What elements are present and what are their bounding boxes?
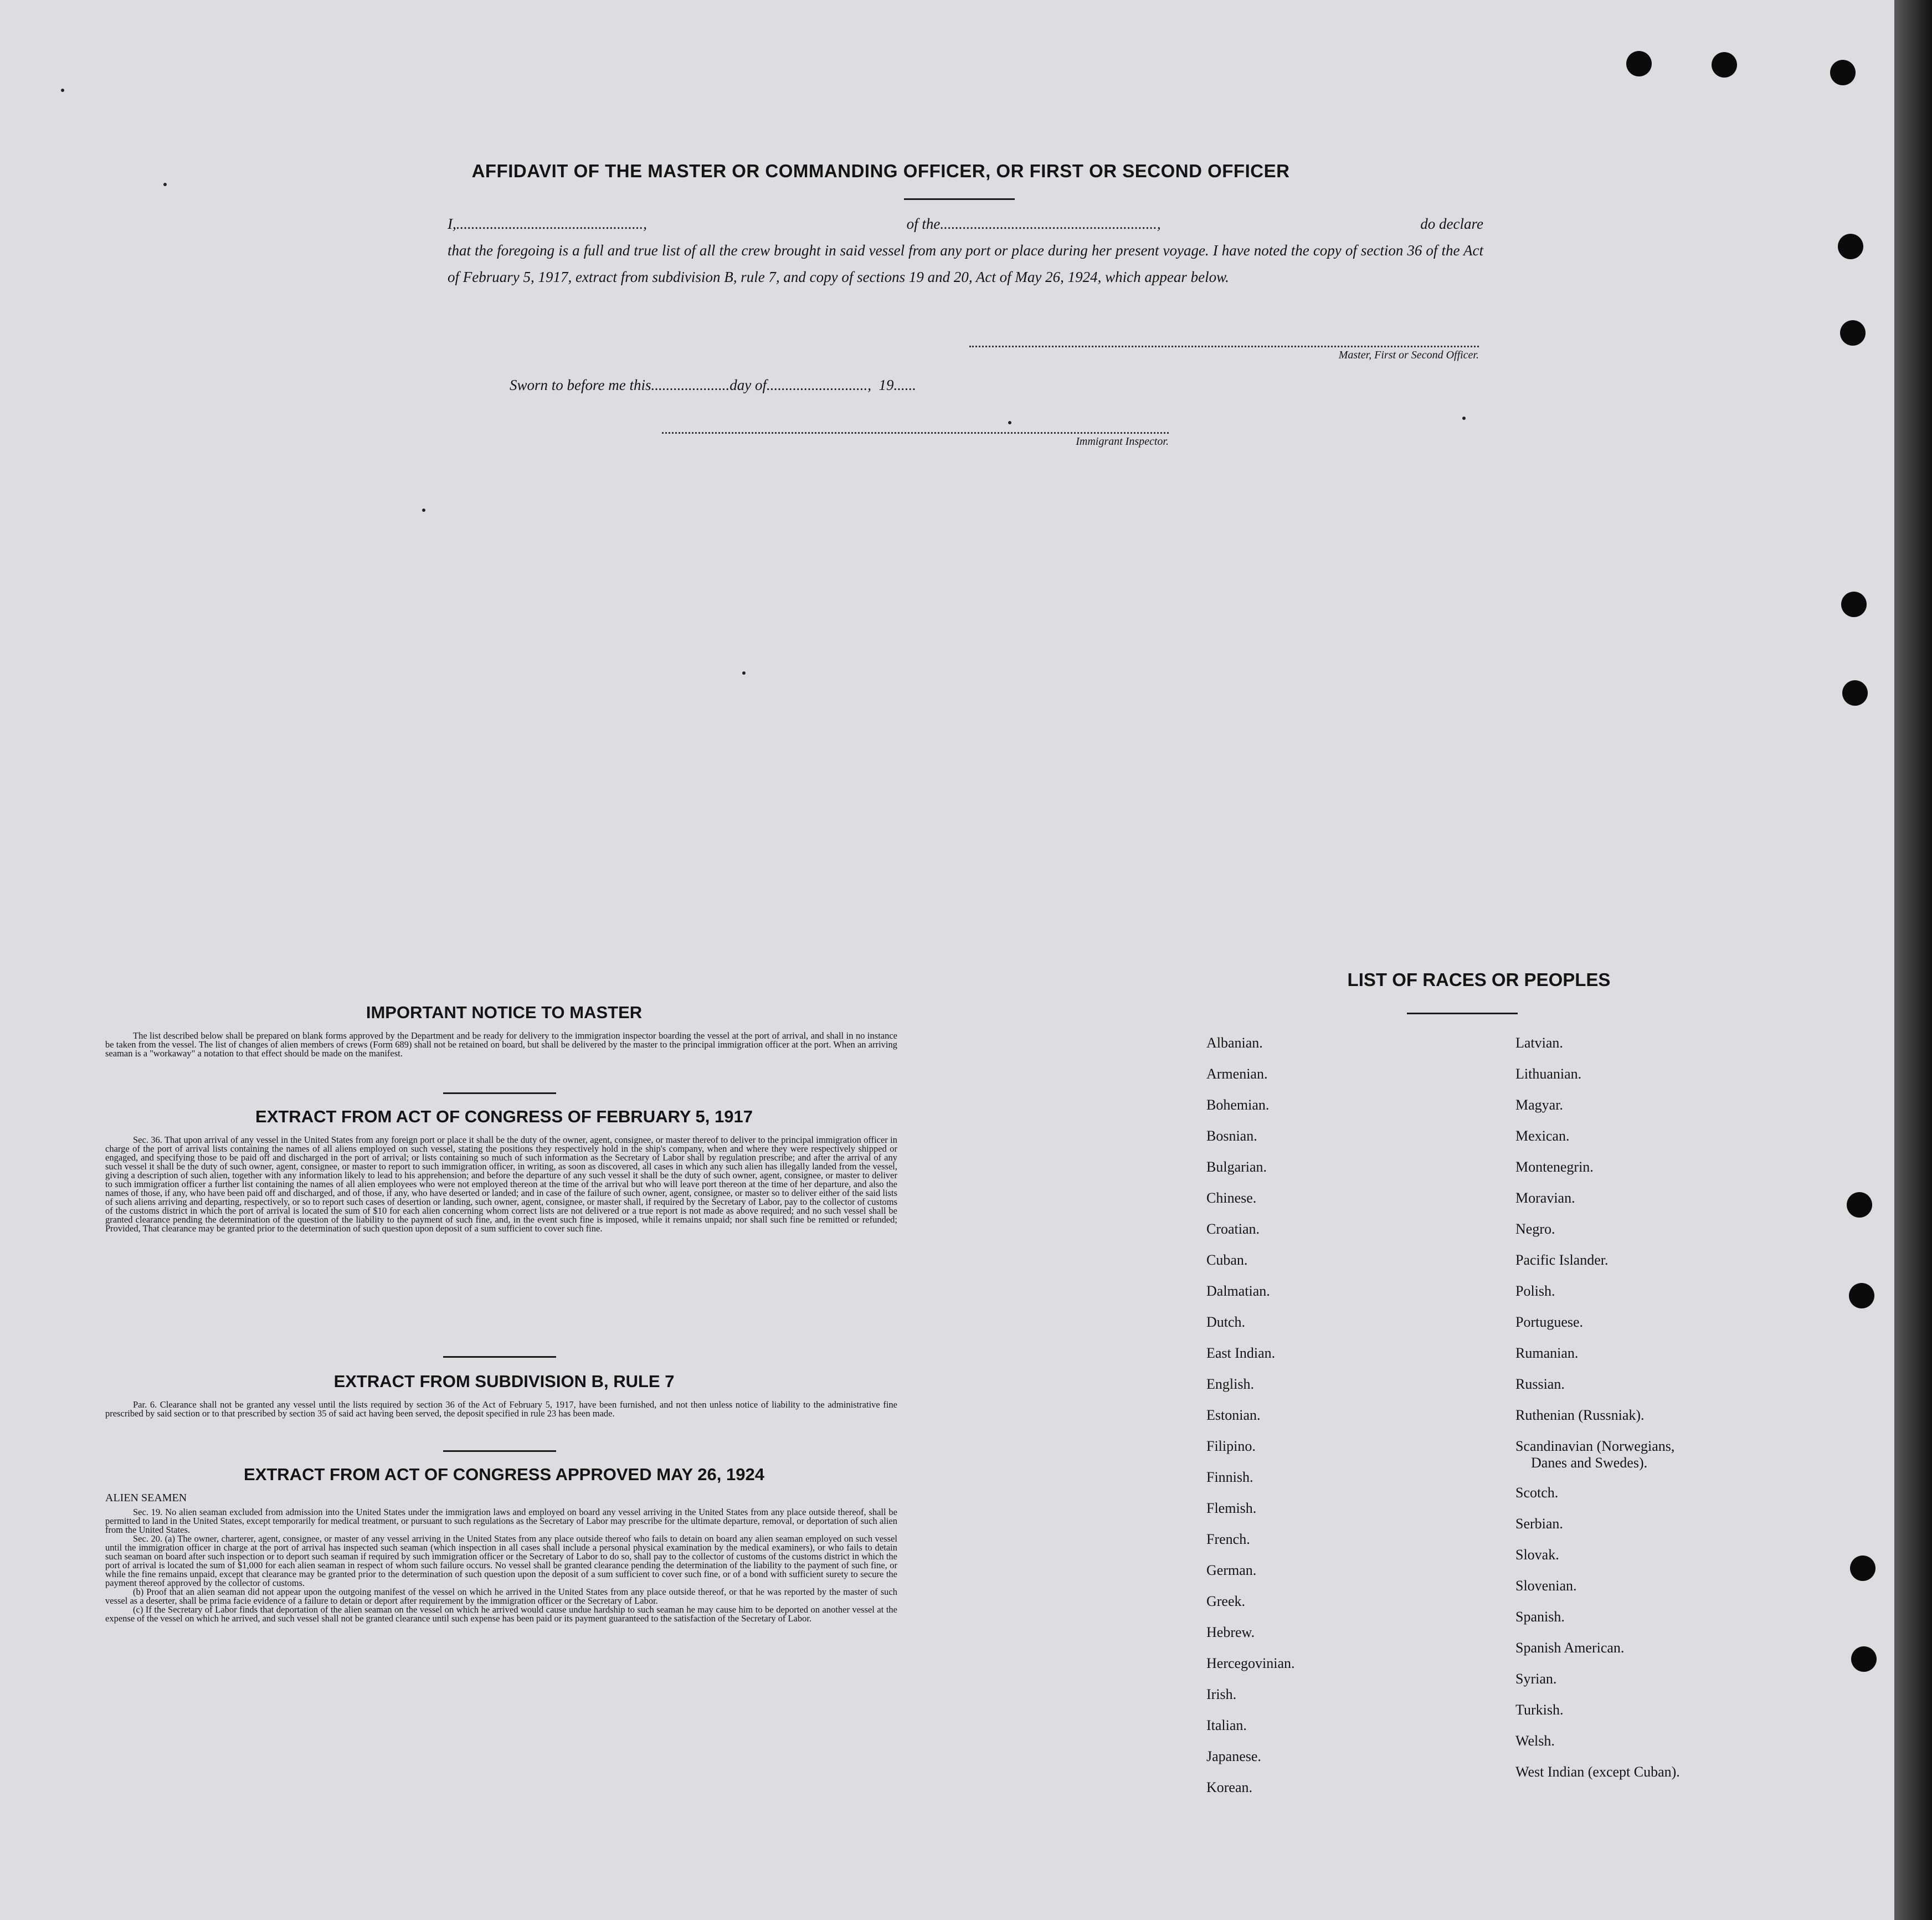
race-item: Scotch. <box>1515 1485 1559 1501</box>
inspector-caption: Immigrant Inspector. <box>1076 435 1169 448</box>
race-item: Serbian. <box>1515 1516 1563 1532</box>
section-divider <box>443 1450 556 1452</box>
sec20a-text: Sec. 20. (a) The owner, charterer, agent, consignee, or master of any vessel arriving in the United States from any place outside thereof who fails to detain on board any alien seaman employed on such vessel until the immigration officer in charge at the port of arrival has inspected such seaman (which inspection in all cases shall include a personal physical examination by the medical examiners), or who fails to detain such seaman on board after such inspection or to deport such seaman if required by such immigration officer or the Secretary of Labor to do so, shall pay to the collector of customs of the customs district in which the port of arrival is located the sum of $1,000 for each alien seaman in respect of whom such failure occurs. No vessel shall be granted clearance pending the determination of the liability to the payment of such fine, or while the fine remains unpaid, except that clearance may be granted prior to the determination of such question upon the deposit of a sum sufficient to cover such fine, or of a bond with sufficient surety to secure the payment thereof approved by the collector of customs. <box>105 1533 897 1588</box>
race-item: Bosnian. <box>1206 1128 1257 1144</box>
section-divider <box>443 1092 556 1094</box>
punch-hole <box>1838 234 1863 259</box>
inspector-signature-line[interactable] <box>662 422 1169 434</box>
race-item: Bulgarian. <box>1206 1159 1267 1175</box>
races-underline <box>1407 1013 1518 1014</box>
race-item: Korean. <box>1206 1779 1253 1795</box>
punch-hole <box>1842 680 1868 706</box>
sworn-line[interactable]: Sworn to before me this.....................day of..........................., 19...... <box>510 377 916 393</box>
race-item: Spanish. <box>1515 1609 1565 1625</box>
race-item: Japanese. <box>1206 1748 1261 1764</box>
extract-1917-text: Sec. 36. That upon arrival of any vessel in the United States from any foreign port or place it shall be the duty of the owner, agent, consignee, or master thereof to deliver to the principal immigration officer in charge of the port of arrival lists containing the names of all aliens employed on such vessel, stating the positions they respectively hold in the ship's company, when and where they were respectively shipped or engaged, and specifying those to be paid off and discharged in the port of arrival; or lists containing so much of such information as the Secretary of Labor shall by regulation prescribe; and after the arrival of any such vessel it shall be the duty of such owner, agent, consignee, or master to report to such immigration officer, in writing, as soon as discovered, all cases in which any such alien has illegally landed from the vessel, giving a description of such alien, together with any information likely to lead to his apprehension; and before the departure of any such vessel it shall be the duty of such owner, agent, consignee, or master to deliver to such immigration officer a further list containing the names of all alien employees who were not employed thereon at the time of the arrival but who will leave port thereon at the time of her departure, and also the names of those, if any, who have been paid off and discharged, and of those, if any, who have deserted or landed; and in case of the failure of such owner, agent, consignee, or master so to deliver either of the said lists of such aliens arriving and departing, respectively, or so to report such cases of desertion or landing, such owner, agent, consignee, or master shall, if required by the Secretary of Labor, pay to the collector of customs of the customs district in which the port of arrival is located the sum of $10 for each alien concerning whom correct lists are not delivered or a true report is not made as above required; and no such vessel shall be granted clearance pending the determination of the question of the liability to the payment of such fine, and, in the event such fine is imposed, while it remains unpaid; nor shall such fine be remitted or refunded; Provided, That clearance may be granted prior to the determination of such question upon deposit of a sum sufficient to cover such fine. <box>105 1134 897 1234</box>
race-item: Chinese. <box>1206 1190 1257 1206</box>
race-item: Slovak. <box>1515 1547 1559 1563</box>
race-item: Hercegovinian. <box>1206 1655 1295 1671</box>
punch-hole <box>1850 1555 1876 1581</box>
race-item: Welsh. <box>1515 1733 1555 1749</box>
scan-edge <box>1894 0 1932 1920</box>
race-item: Spanish American. <box>1515 1640 1625 1656</box>
races-left-column <box>1206 1035 1295 1810</box>
race-item: Albanian. <box>1206 1035 1263 1051</box>
punch-hole <box>1712 52 1737 78</box>
race-item: East Indian. <box>1206 1345 1276 1361</box>
affidavit-statement <box>448 211 1483 290</box>
race-item: Portuguese. <box>1515 1314 1584 1330</box>
race-item: Rumanian. <box>1515 1345 1579 1361</box>
race-item: Filipino. <box>1206 1438 1256 1454</box>
race-item: French. <box>1206 1531 1250 1547</box>
race-item: Finnish. <box>1206 1469 1253 1485</box>
race-item: Cuban. <box>1206 1252 1248 1268</box>
speck <box>742 671 746 675</box>
speck <box>422 509 425 512</box>
race-item: Armenian. <box>1206 1066 1268 1082</box>
extract-1917-title: EXTRACT FROM ACT OF CONGRESS OF FEBRUARY 5, 1917 <box>255 1107 753 1126</box>
race-item: Estonian. <box>1206 1407 1261 1423</box>
sec20b-text: (b) Proof that an alien seaman did not appear upon the outgoing manifest of the vessel on which he arrived in the United States from any place outside thereof, or that he was reported by the master of such vessel as a deserter, shall be prima facie evidence of a failure to detain or deport after requirement by the immigration officer or the Secretary of Labor. <box>105 1587 897 1606</box>
race-item: Bohemian. <box>1206 1097 1270 1113</box>
race-item: Polish. <box>1515 1283 1555 1299</box>
notice-title: IMPORTANT NOTICE TO MASTER <box>366 1003 643 1022</box>
sec19-text: Sec. 19. No alien seaman excluded from admission into the United States under the immigration laws and employed on board any vessel arriving in the United States from any place outside thereof, shall be permitted to land in the United States, except temporarily for medical treatment, or pursuant to such regulations as the Secretary of Labor may prescribe for the ultimate departure, removal, or deportation of such alien from the United States. <box>105 1507 897 1535</box>
declare-text: do declare <box>1420 215 1483 232</box>
race-item: Montenegrin. <box>1515 1159 1594 1175</box>
race-item: Magyar. <box>1515 1097 1563 1113</box>
speck <box>1462 417 1466 420</box>
punch-hole <box>1841 592 1867 617</box>
punch-hole <box>1849 1283 1874 1308</box>
race-item: Lithuanian. <box>1515 1066 1582 1082</box>
race-item: Latvian. <box>1515 1035 1563 1051</box>
section-divider <box>443 1356 556 1358</box>
races-right-column <box>1515 1035 1680 1795</box>
speck <box>163 183 167 186</box>
alien-seamen-subtitle: ALIEN SEAMEN <box>105 1492 187 1504</box>
race-item: Negro. <box>1515 1221 1555 1237</box>
race-item: Hebrew. <box>1206 1624 1255 1640</box>
vessel-field[interactable]: of the.........................................................., <box>906 215 1161 232</box>
punch-hole <box>1830 60 1856 85</box>
race-item: West Indian (except Cuban). <box>1515 1764 1680 1780</box>
race-item: Italian. <box>1206 1717 1247 1733</box>
race-item-scandinavian <box>1515 1438 1680 1485</box>
rule7-title: EXTRACT FROM SUBDIVISION B, RULE 7 <box>333 1372 675 1391</box>
race-item-scandinavian-line1: Scandinavian (Norwegians, <box>1515 1438 1675 1454</box>
race-item: English. <box>1206 1376 1254 1392</box>
races-title: LIST OF RACES OR PEOPLES <box>1347 969 1611 990</box>
sec20c-text: (c) If the Secretary of Labor finds that deportation of the alien seaman on the vessel on which he arrived would cause undue hardship to such seaman he may cause him to be deported on another vessel at the expense of the vessel on which he arrived, and such vessel shall not be granted clearance until such expense has been paid or its payment guaranteed to the satisfaction of the Secretary of Labor. <box>105 1604 897 1624</box>
race-item: Turkish. <box>1515 1702 1564 1718</box>
punch-hole <box>1847 1192 1872 1218</box>
race-item: Ruthenian (Russniak). <box>1515 1407 1645 1423</box>
race-item: Mexican. <box>1515 1128 1570 1144</box>
race-item: Greek. <box>1206 1593 1246 1609</box>
signature-line[interactable] <box>969 335 1479 347</box>
extract-1924-text <box>105 1490 897 1623</box>
race-item: Dalmatian. <box>1206 1283 1270 1299</box>
race-item: Croatian. <box>1206 1221 1260 1237</box>
punch-hole <box>1840 320 1866 346</box>
race-item: Dutch. <box>1206 1314 1246 1330</box>
race-item: Slovenian. <box>1515 1578 1577 1594</box>
affidavit-body: that the foregoing is a full and true list of all the crew brought in said vessel from any port or place during her present voyage. I have noted the copy of section 36 of the Act of February 5, 1917, extract from subdivision B, rule 7, and copy of sections 19 and 20, Act of May 26, 1924, which appear below. <box>448 242 1483 285</box>
punch-hole <box>1626 51 1652 76</box>
race-item: Moravian. <box>1515 1190 1575 1206</box>
declarant-field[interactable]: I,.................................................., <box>448 215 647 232</box>
extract-1924-title: EXTRACT FROM ACT OF CONGRESS APPROVED MAY 26, 1924 <box>244 1465 764 1484</box>
race-item: Flemish. <box>1206 1500 1257 1516</box>
race-item: German. <box>1206 1562 1257 1578</box>
speck <box>61 89 64 92</box>
rule7-text: Par. 6. Clearance shall not be granted any vessel until the lists required by section 36 of the Act of February 5, 1917, have been furnished, and not then unless notice of liability to the administrative fine prescribed by said section or to that prescribed by section 35 of said act having been served, the deposit specified in rule 23 has been made. <box>105 1399 897 1419</box>
affidavit-title: AFFIDAVIT OF THE MASTER OR COMMANDING OFFICER, OR FIRST OR SECOND OFFICER <box>471 161 1290 181</box>
race-item-scandinavian-line2: Danes and Swedes). <box>1531 1455 1648 1471</box>
race-item: Russian. <box>1515 1376 1565 1392</box>
title-underline <box>904 198 1015 200</box>
notice-text: The list described below shall be prepared on blank forms approved by the Department and be ready for delivery to the immigration inspector boarding the vessel at the port of arrival, and shall in no instance be taken from the vessel. The list of changes of alien members of crews (Form 689) shall not be retained on board, but shall be delivered by the master to the principal immigration officer at the port. When an arriving seaman is a "workaway" a notation to that effect should be made on the manifest. <box>105 1030 897 1059</box>
race-item: Irish. <box>1206 1686 1237 1702</box>
signature-caption: Master, First or Second Officer. <box>1338 349 1479 361</box>
race-item: Syrian. <box>1515 1671 1557 1687</box>
race-item: Pacific Islander. <box>1515 1252 1609 1268</box>
punch-hole <box>1851 1646 1877 1672</box>
